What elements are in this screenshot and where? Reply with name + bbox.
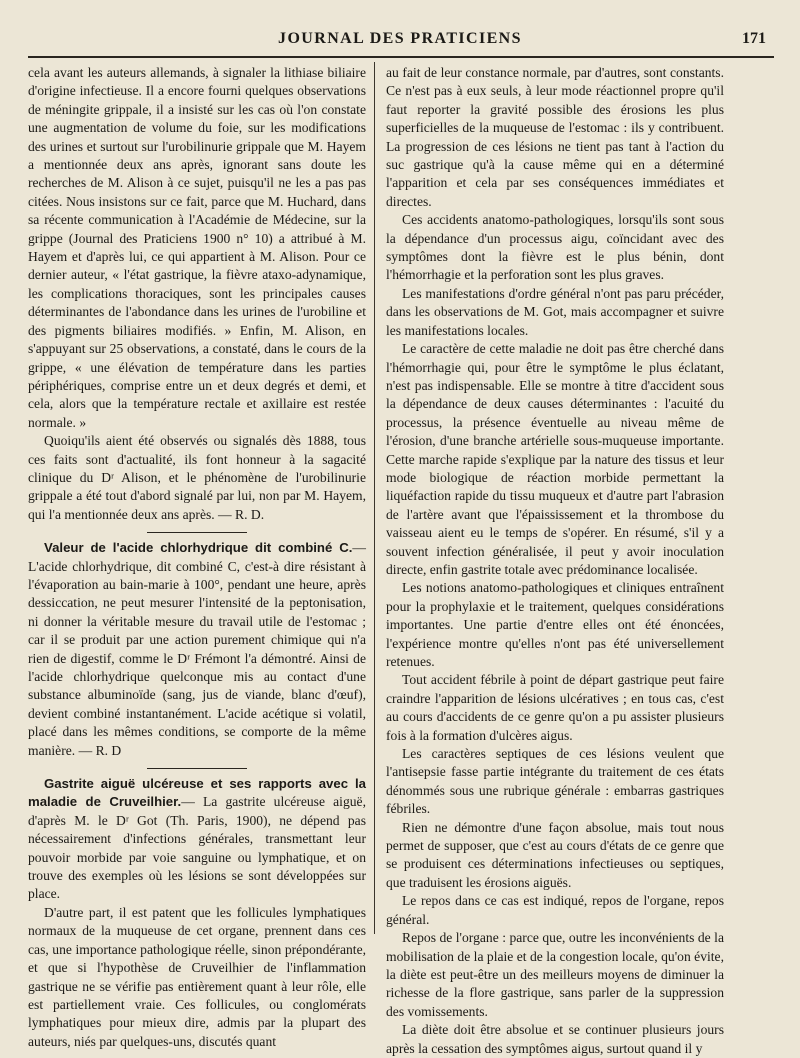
right-column <box>386 64 724 1056</box>
section-title: Gastrite aiguë ulcéreuse et ses rapports avec la maladie de Cruveilhier. <box>28 776 366 810</box>
page-header <box>28 28 772 50</box>
paragraph: Les notions anatomo-pathologiques et cliniques entraînent pour la prophylaxie et le traitement, quelques considérations importantes. Une partie d'entre elles ont été énoncées, l'expérience montre qu'elles n'ont pas été universellement retenues. <box>386 580 724 669</box>
paragraph: Les caractères septiques de ces lésions veulent que l'antisepsie fasse partie intégrante du traitement de ces états dénommés sous une rubrique générale : embarras gastriques fébriles. <box>386 746 724 817</box>
section-text: — La gastrite ulcéreuse aiguë, d'après M. le Dʳ Got (Th. Paris, 1900), ne dépend pas nécessairement d'infections générales, transmettant leur pouvoir morbide par voie sanguine ou lymphatique, et on trouve des exemples où les lésions se sont développées sur place. <box>28 794 366 902</box>
section-text: — L'acide chlorhydrique, dit combiné C, c'est-à dire résistant à l'évaporation au bain-marie à 100°, pendant une heure, après dessiccation, ne peut mesurer l'intensité de la peptonisation, ni donner la véritable mesure du travail utile de l'estomac ; car il se produit par une action purement chimique qui n'a rien de digestif, comme le Dʳ Frémont l'a démontré. Ainsi de l'acide chlorhydrique quelconque mis au contact d'une substance albuminoïde (sang, jus de viande, blanc d'œuf), devient combiné instantanément. L'acide acétique si volatil, placé dans les mêmes conditions, se comporte de la même manière. — R. D <box>28 540 366 758</box>
header-rule <box>28 56 774 58</box>
section-hcl <box>28 539 366 760</box>
paragraph: Quoiqu'ils aient été observés ou signalés dès 1888, tous ces faits sont d'actualité, ils font honneur à la sagacité clinique du Dʳ Alison, et le phénomène de l'urobilinurie grippale a été tout d'abord signalé par lui, non par M. Hayem, qui l'a mentionnée deux ans après. — R. D. <box>28 433 366 522</box>
section-divider <box>147 768 247 769</box>
page-number: 171 <box>742 30 766 47</box>
left-column <box>28 64 366 1049</box>
paragraph: cela avant les auteurs allemands, à signaler la lithiase biliaire d'origine infectieuse. Il a encore fourni quelques observations de méningite grippale, il a insisté sur les cas où l'on constate une augmentation de volume du foie, sur les modifications des urines et surtout sur l'urobilinurie grippale que M. Hayem a mentionnée deux ans après, ignorant sans doute les recherches de M. Alison à ce sujet, puisqu'il ne les a pas pas citées. Nous insistons sur ce fait, parce que M. Huchard, dans sa récente communication à l'Académie de Médecine, sur la grippe (Journal des Praticiens 1900 n° 10) a attribué à M. Hayem et d'après lui, ce qui appartient à M. Alison. Pour ce dernier auteur, « l'état gastrique, la fièvre ataxo-adynamique, les complications thoraciques, sont les principales causes déterminantes de l'abondance dans les urines de l'urobiline et des pigments biliaires modifiés. » Enfin, M. Alison, en s'appuyant sur 25 observations, a constaté, dans le cours de la grippe, « une élévation de température dans les parties périphériques, comprise entre un et deux degrés et demi, et cela, alors que la température rectale et axillaire est restée normale. » <box>28 65 366 430</box>
paragraph: Rien ne démontre d'une façon absolue, mais tout nous permet de supposer, que c'est au cours d'états de ce genre que se produisent ces déterminations infectieuses ou septiques, que traduisent les érosions aiguës. <box>386 819 724 890</box>
section-gastrite <box>28 775 366 904</box>
paragraph: Ces accidents anatomo-pathologiques, lorsqu'ils sont sous la dépendance d'un processus aigu, coïncidant avec des symptômes dont la fièvre est le plus bénin, dont l'hémorrhagie et la perforation sont les plus graves. <box>386 212 724 283</box>
paragraph: Le repos dans ce cas est indiqué, repos de l'organe, repos général. <box>386 893 724 927</box>
journal-title: JOURNAL DES PRATICIENS <box>278 30 522 47</box>
column-divider <box>374 62 375 934</box>
paragraph: Tout accident fébrile à point de départ gastrique peut faire craindre l'apparition de lésions ulcératives ; en tous cas, c'est au cours d'accidents de ce genre qu'on a pu assister plusieurs fois à la formation d'ulcères aigus. <box>386 672 724 743</box>
section-title: Valeur de l'acide chlorhydrique dit combiné C. <box>44 540 353 556</box>
paragraph: D'autre part, il est patent que les follicules lymphatiques normaux de la muqueuse de cet organe, prennent dans ces cas, une importance pathologique réelle, sinon prépondérante, et que si l'hypothèse de Cruveilhier de l'inflammation gastrique ne se vérifie pas entièrement quant à leur rôle, elle est partiellement vraie. Ces follicules, ou conglomérats lymphatiques pour mieux dire, admis par la plupart des auteurs, niés par quelques-uns, discutés quant <box>28 904 366 1049</box>
paragraph: au fait de leur constance normale, par d'autres, sont constants. Ce n'est pas à eux seuls, à leur mode réactionnel propre qu'il faut reporter la gravité possible des érosions les plus superficielles de la muqueuse de l'estomac : ils y contribuent. La progression de ces lésions ne tient pas tant à l'action du suc gastrique qu'à la cause même qui en a déterminé l'apparition et cela par ses conséquences immédiates et directes. <box>386 65 724 209</box>
section-divider <box>147 532 247 533</box>
paragraph: Repos de l'organe : parce que, outre les inconvénients de la mobilisation de la plaie et de la congestion locale, qu'on évite, la diète est peut-être un des meilleurs moyens de diminuer la richesse de la flore gastrique, sans parler de la suppression des vomissements. <box>386 930 724 1019</box>
paragraph: Le caractère de cette maladie ne doit pas être cherché dans l'hémorrhagie qui, pour être le symptôme le plus éclatant, n'est pas indispensable. Elle se montre à titre d'accident sous la dépendance de deux causes déterminantes : l'acuité du processus, la présence éventuelle au niveau même de l'érosion, d'une branche artérielle sous-muqueuse importante. Cette marche rapide s'explique par la nature des tissus et leur mode biologique de réaction morbide permettant la liquéfaction rapide du tissu muqueux et d'autre part l'abrasion de l'artère avant que l'épaississement et la thrombose du vaisseau aient eu le temps de s'opérer. En résumé, s'il y a souvent infection généralisée, il peut y avoir inoculation directe, enfin gastrite totale avec prédominance localisée. <box>386 341 724 577</box>
paragraph: Les manifestations d'ordre général n'ont pas paru précéder, dans les observations de M. Got, mais accompagner et suivre les manifestations locales. <box>386 285 724 338</box>
paragraph: La diète doit être absolue et se continuer plusieurs jours après la cessation des symptômes aigus, surtout quand il y <box>386 1022 724 1056</box>
